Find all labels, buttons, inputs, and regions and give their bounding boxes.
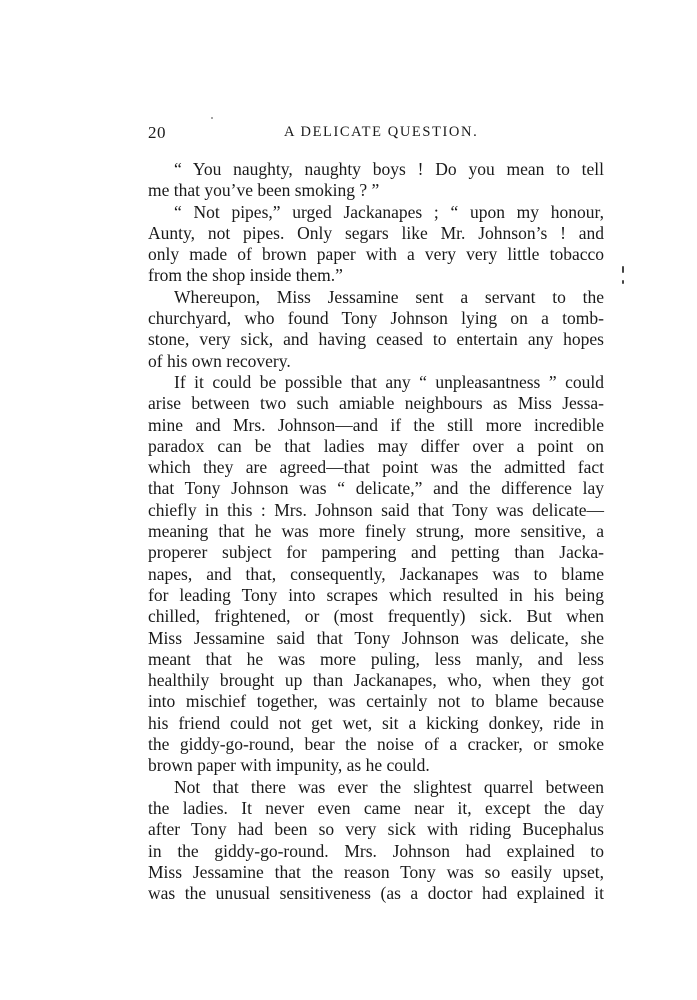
running-head bbox=[148, 123, 604, 145]
text-line: “ You naughty, naughty boys ! Do you mean to tell bbox=[174, 159, 604, 179]
text-line: If it could be possible that any “ unpleasantness ” could bbox=[174, 371, 604, 392]
text-line: churchyard, who found Tony Johnson lying on a tomb- bbox=[148, 308, 604, 329]
text-line: napes, and that, consequently, Jackanapes was to blame bbox=[148, 563, 604, 584]
text-line: meaning that he was more finely strung, more sensitive, a bbox=[148, 521, 604, 542]
margin-mark bbox=[622, 266, 624, 273]
text-line: of his own recovery. bbox=[148, 350, 291, 371]
body-text bbox=[148, 159, 604, 904]
text-line: in the giddy-go-round. Mrs. Johnson had explained to bbox=[148, 840, 604, 861]
page-number: 20 bbox=[148, 123, 166, 142]
text-line: arise between two such amiable neighbours as Miss Jessa- bbox=[148, 393, 604, 414]
margin-mark bbox=[622, 280, 624, 284]
print-speck bbox=[211, 117, 213, 119]
text-line: Aunty, not pipes. Only segars like Mr. Johnson’s ! and bbox=[148, 222, 604, 243]
text-line: for leading Tony into scrapes which resulted in his being bbox=[148, 584, 604, 605]
text-line: that Tony Johnson was “ delicate,” and the difference lay bbox=[148, 478, 604, 499]
text-line: Miss Jessamine said that Tony Johnson was delicate, she bbox=[148, 627, 604, 648]
text-line: his friend could not get wet, sit a kicking donkey, ride in bbox=[148, 712, 604, 733]
text-line: paradox can be that ladies may differ over a point on bbox=[148, 435, 604, 456]
text-line: Whereupon, Miss Jessamine sent a servant to the bbox=[174, 286, 604, 307]
text-line: which they are agreed—that point was the admitted fact bbox=[148, 457, 604, 478]
text-line: from the shop inside them.” bbox=[148, 265, 343, 286]
text-line: me that you’ve been smoking ? ” bbox=[148, 180, 380, 201]
text-line: the ladies. It never even came near it, except the day bbox=[148, 797, 604, 818]
text-line: into mischief together, was certainly not to blame because bbox=[148, 691, 604, 712]
text-line: stone, very sick, and having ceased to entertain any hopes bbox=[148, 329, 604, 350]
text-line: healthily brought up than Jackanapes, who, when they got bbox=[148, 670, 604, 691]
text-line: properer subject for pampering and petting than Jacka- bbox=[148, 542, 604, 563]
text-line: brown paper with impunity, as he could. bbox=[148, 755, 430, 776]
text-line: Miss Jessamine that the reason Tony was so easily upset, bbox=[148, 861, 604, 882]
text-line: Not that there was ever the slightest quarrel between bbox=[174, 776, 604, 797]
text-line: the giddy-go-round, bear the noise of a cracker, or smoke bbox=[148, 734, 604, 755]
text-line: chilled, frightened, or (most frequently) sick. But when bbox=[148, 606, 604, 627]
text-line: only made of brown paper with a very very little tobacco bbox=[148, 244, 604, 265]
running-title: A DELICATE QUESTION. bbox=[284, 124, 479, 140]
text-line: was the unusual sensitiveness (as a doctor had explained it bbox=[148, 883, 604, 904]
text-line: mine and Mrs. Johnson—and if the still more incredible bbox=[148, 414, 604, 435]
text-line: after Tony had been so very sick with riding Bucephalus bbox=[148, 819, 604, 840]
text-line: chiefly in this : Mrs. Johnson said that Tony was delicate— bbox=[148, 499, 604, 520]
text-line: “ Not pipes,” urged Jackanapes ; “ upon my honour, bbox=[174, 201, 604, 222]
text-line: meant that he was more puling, less manly, and less bbox=[148, 648, 604, 669]
